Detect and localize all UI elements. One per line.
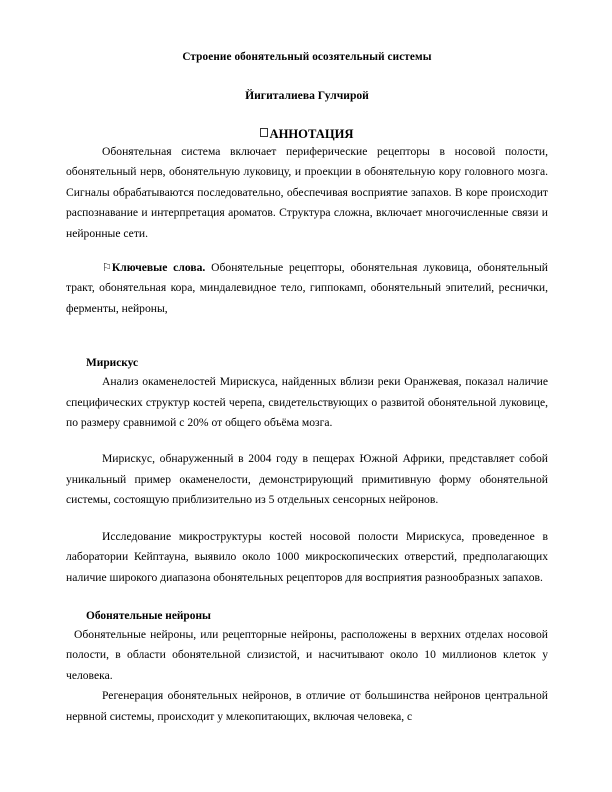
keywords-text: Обонятельные рецепторы, обонятельная луковица, обонятельный тракт, обонятельная кора, миндалевидное тело, гиппокамп, обонятельный эпителий, реснички, ферменты, нейроны, (66, 261, 548, 315)
missing-character-box-icon (260, 128, 268, 137)
neurons-paragraph-2: Регенерация обонятельных нейронов, в отличие от большинства нейронов центральной нервной системы, происходит у млекопитающих, включая человека, с (66, 689, 548, 723)
keywords-paragraph (66, 258, 548, 319)
page-title: Строение обонятельный осозятельный системы (182, 51, 432, 63)
document-author: Йигиталиева Гулчирой (245, 89, 369, 102)
section-heading-miriscus: Мирискус (86, 357, 139, 370)
section-spacer-2 (66, 588, 548, 608)
flag-marker-icon: ⚐ (102, 261, 112, 275)
miriscus-paragraph-3: Исследование микроструктуры костей носовой полости Мирискуса, проведенное в лаборатории Кейптауна, выявило около 1000 микроскопических отверстий, предполагающих наличие широкого диапазона обонятельных рецепторов для восприятия разнообразных запахов. (66, 529, 548, 584)
annotation-heading (66, 103, 548, 142)
section-heading-olfactory-neurons: Обонятельные нейроны (86, 609, 211, 622)
miriscus-paragraph-2: Мирискус, обнаруженный в 2004 году в пещерах Южной Африки, представляет собой уникальный пример окаменелости, демонстрирующий примитивную форму обонятельной системы, состоящую приблизительно из 5 отдельных сенсорных нейронов. (66, 452, 548, 507)
page-content (66, 0, 548, 727)
annotation-heading-label: АННОТАЦИЯ (269, 127, 354, 141)
section-spacer (66, 319, 548, 355)
abstract-paragraph: Обонятельная система включает периферические рецепторы в носовой полости, обонятельный нерв, обонятельную луковицу, и проекции в обонятельную кору головного мозга. Сигналы обрабатываются последовательно, обеспечивая восприятие запахов. В коре происходит распознавание и интерпретация ароматов. Структура сложна, включает многочисленные связи и нейронные сети. (66, 145, 548, 240)
miriscus-paragraph-1: Анализ окаменелостей Мирискуса, найденных вблизи реки Оранжевая, показал наличие специфических структур костей черепа, свидетельствующих о развитой обонятельной луковице, по размеру сравнимой с 20% от общего объёма мозга. (66, 375, 548, 430)
neurons-paragraph-1: Обонятельные нейроны, или рецепторные нейроны, расположены в верхних отделах носовой полости, в области обонятельной слизистой, и насчитывают около 10 миллионов клеток у человека. (66, 627, 548, 682)
keywords-label: Ключевые слова. (111, 261, 206, 275)
